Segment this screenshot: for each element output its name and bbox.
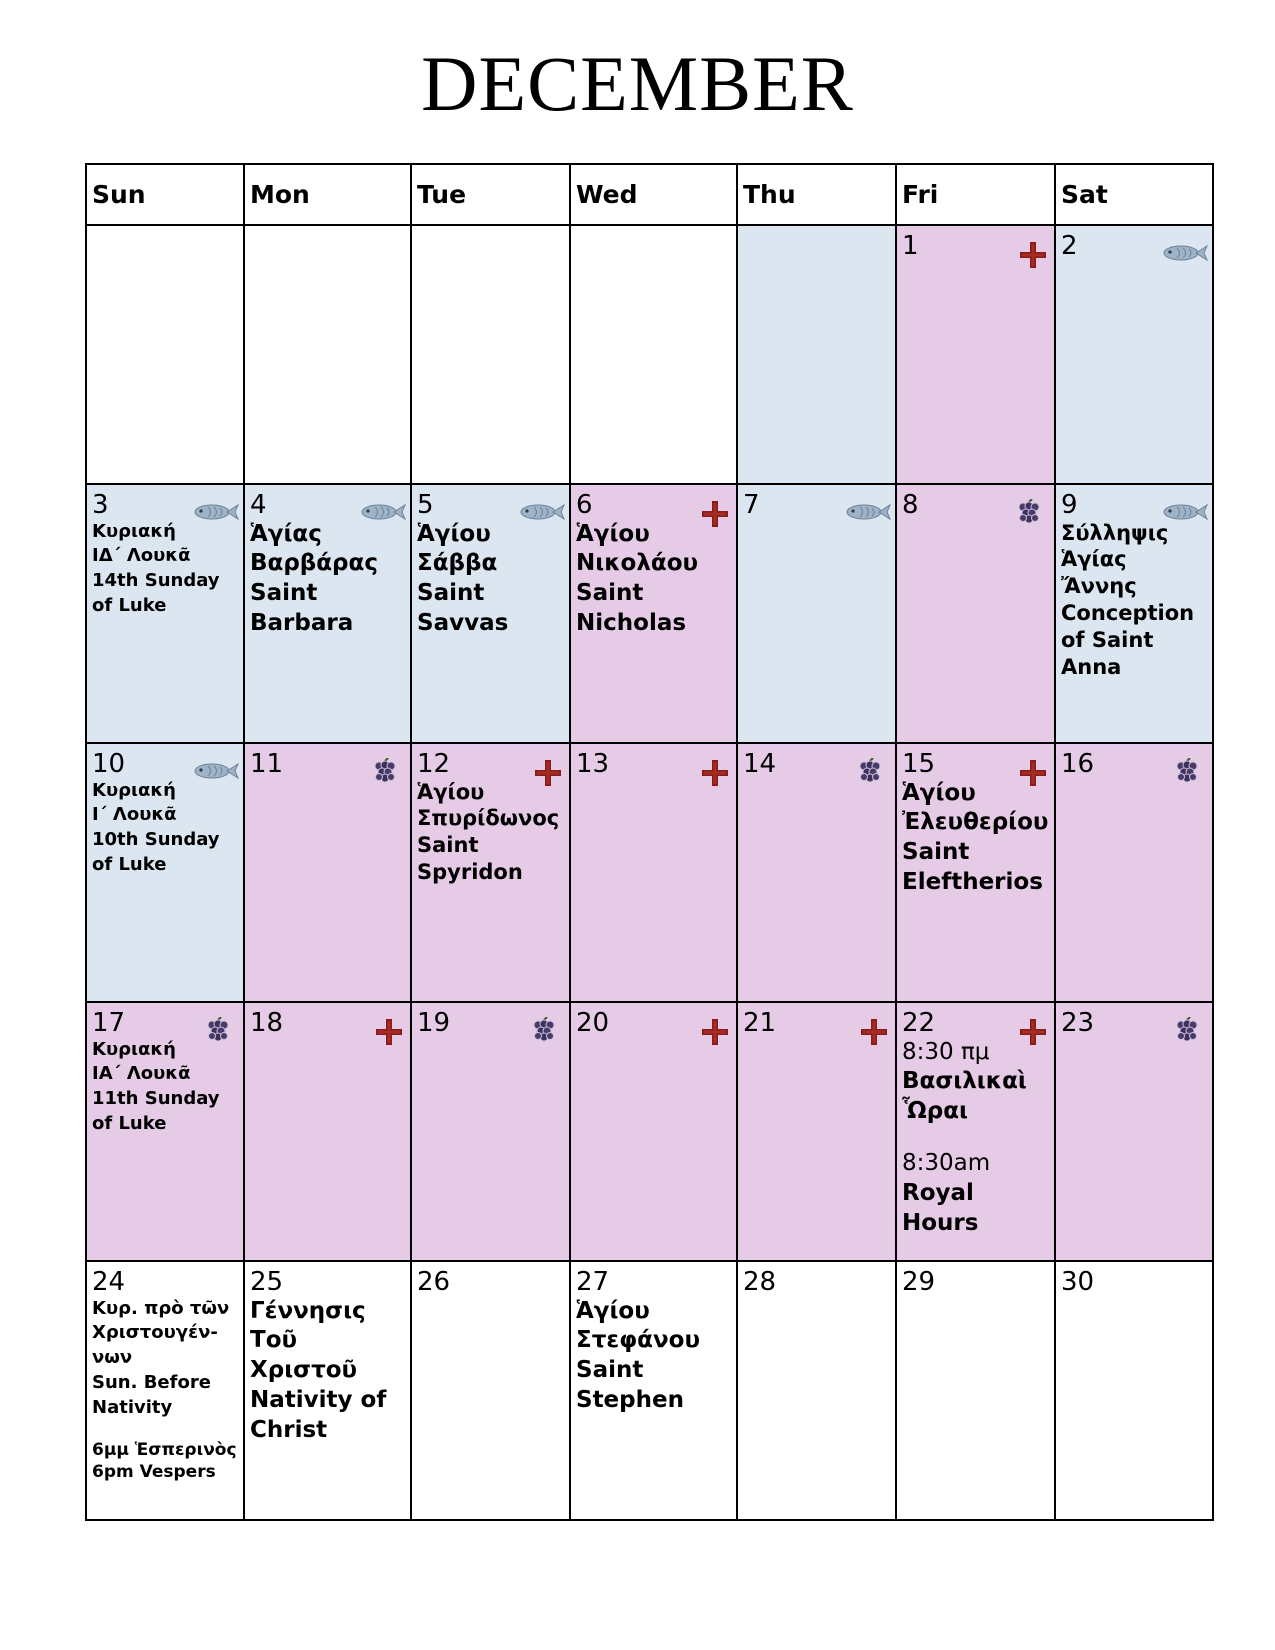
event-line: ΙΔ΄ Λουκᾶ: [92, 545, 191, 567]
day-event: [897, 779, 1054, 899]
weekday-thu: Thu: [737, 164, 896, 225]
day-number: 23: [1061, 1008, 1095, 1038]
event-line: Saint: [576, 580, 644, 607]
grapes-icon: [205, 1017, 231, 1045]
fish-icon: [1162, 502, 1208, 522]
day-cell-24[interactable]: [86, 1261, 244, 1520]
day-cell-23[interactable]: [1055, 1002, 1213, 1261]
day-number: 12: [417, 749, 451, 779]
event-line: Ὧραι: [902, 1098, 968, 1125]
day-cell-16[interactable]: [1055, 743, 1213, 1002]
day-cell-29[interactable]: [896, 1261, 1055, 1520]
week-row-5: [86, 1261, 1213, 1520]
event-line: 10th Sunday: [92, 829, 220, 851]
event-line: 6μμ Ἑσπερινὸς: [92, 1439, 237, 1460]
event-line: Νικολάου: [576, 550, 699, 577]
event-line: Βαρβάρας: [250, 550, 378, 577]
weekday-mon: Mon: [244, 164, 411, 225]
event-line: Ἁγίου: [576, 520, 650, 547]
day-event: [87, 779, 243, 878]
event-line: Eleftherios: [902, 869, 1043, 896]
event-line: Χριστουγέν-: [92, 1322, 218, 1344]
event-line: Saint: [902, 839, 970, 866]
day-event: [897, 1038, 1054, 1239]
week-row-2: [86, 484, 1213, 743]
event-line: Royal Hours: [902, 1180, 979, 1237]
event-line: 6pm Vespers: [92, 1461, 216, 1482]
cross-icon: [533, 758, 563, 788]
day-number: 24: [92, 1267, 126, 1297]
day-event: [87, 520, 243, 619]
day-number: 10: [92, 749, 126, 779]
cross-icon: [859, 1017, 889, 1047]
day-cell-20[interactable]: [570, 1002, 737, 1261]
event-line: Κυριακή: [92, 779, 176, 801]
day-event: [245, 1297, 410, 1446]
calendar-grid: [85, 163, 1214, 1521]
day-event: [87, 1038, 243, 1137]
fish-icon: [193, 502, 239, 522]
fish-icon: [1162, 243, 1208, 263]
day-cell-6[interactable]: [570, 484, 737, 743]
event-line: Στεφάνου: [576, 1327, 700, 1354]
week-row-1: [86, 225, 1213, 484]
week-row-4: [86, 1002, 1213, 1261]
event-line: Saint: [576, 1357, 644, 1384]
day-number: 25: [250, 1267, 284, 1297]
day-number: 9: [1061, 490, 1078, 520]
event-line: Ἁγίου: [576, 1297, 650, 1324]
event-line: Spyridon: [417, 860, 523, 885]
day-cell-13[interactable]: [570, 743, 737, 1002]
day-number: 8: [902, 490, 919, 520]
day-number: 22: [902, 1008, 936, 1038]
event-line: Χριστοῦ: [250, 1357, 358, 1384]
event-line: Barbara: [250, 610, 354, 637]
day-number: 7: [743, 490, 760, 520]
event-line: ΙΑ΄ Λουκᾶ: [92, 1063, 191, 1085]
event-line: of Saint: [1061, 628, 1154, 653]
day-event: [571, 1297, 736, 1417]
day-event: [87, 1297, 243, 1439]
day-number: 28: [743, 1267, 777, 1297]
day-number: 19: [417, 1008, 451, 1038]
event-line: of Luke: [92, 595, 167, 617]
weekday-sun: Sun: [86, 164, 244, 225]
event-line: Γέννησις Τοῦ: [250, 1297, 366, 1354]
day-cell-4[interactable]: [244, 484, 411, 743]
day-number: 30: [1061, 1267, 1095, 1297]
day-cell-7[interactable]: [737, 484, 896, 743]
day-cell-25[interactable]: [244, 1261, 411, 1520]
event-line: Σάββα: [417, 550, 498, 577]
day-number: 6: [576, 490, 593, 520]
weekday-wed: Wed: [570, 164, 737, 225]
weekday-fri: Fri: [896, 164, 1055, 225]
event-line: Κυρ. πρὸ τῶν: [92, 1297, 230, 1319]
event-line: Savvas: [417, 610, 509, 637]
day-cell-9[interactable]: [1055, 484, 1213, 743]
event-line: Nicholas: [576, 610, 687, 637]
day-cell-30[interactable]: [1055, 1261, 1213, 1520]
day-number: 27: [576, 1267, 610, 1297]
cross-icon: [1018, 1017, 1048, 1047]
grapes-icon: [531, 1017, 557, 1045]
day-cell-1[interactable]: [896, 225, 1055, 484]
grapes-icon: [1016, 499, 1042, 527]
day-cell-8[interactable]: [896, 484, 1055, 743]
day-event: [571, 520, 736, 640]
day-number: 29: [902, 1267, 936, 1297]
event-line: Nativity of: [250, 1387, 387, 1414]
cross-icon: [700, 499, 730, 529]
day-number: 4: [250, 490, 267, 520]
event-line: of Luke: [92, 854, 167, 876]
day-number: 3: [92, 490, 109, 520]
event-line: Σύλληψις: [1061, 520, 1169, 545]
day-number: 15: [902, 749, 936, 779]
event-line: 14th Sunday: [92, 570, 220, 592]
event-line: Ι΄ Λουκᾶ: [92, 804, 177, 826]
event-line: Sun. Before: [92, 1372, 211, 1394]
event-line: Ἁγίου: [902, 779, 976, 806]
day-cell-17[interactable]: [86, 1002, 244, 1261]
day-event: [412, 779, 569, 887]
fish-icon: [519, 502, 565, 522]
event-line: Σπυρίδωνος: [417, 806, 560, 831]
event-line: Anna: [1061, 654, 1122, 679]
event-line: Βασιλικαὶ: [902, 1068, 1027, 1095]
day-cell-18[interactable]: [244, 1002, 411, 1261]
day-cell-22[interactable]: [896, 1002, 1055, 1261]
day-cell-3[interactable]: [86, 484, 244, 743]
day-cell-26[interactable]: [411, 1261, 570, 1520]
day-cell-2[interactable]: [1055, 225, 1213, 484]
empty-day-cell: [244, 225, 411, 484]
grapes-icon: [1174, 1017, 1200, 1045]
event-line: Nativity: [92, 1396, 173, 1418]
day-number: 14: [743, 749, 777, 779]
event-line: Stephen: [576, 1387, 684, 1414]
day-cell-14[interactable]: [737, 743, 896, 1002]
event-time: 8:30am: [902, 1150, 991, 1177]
weekday-sat: Sat: [1055, 164, 1213, 225]
event-line: Κυριακή: [92, 1038, 176, 1060]
day-cell-27[interactable]: [570, 1261, 737, 1520]
day-number: 11: [250, 749, 284, 779]
day-event-service: [87, 1439, 243, 1483]
weekday-header-row: [86, 164, 1213, 225]
grapes-icon: [857, 758, 883, 786]
day-cell-15[interactable]: [896, 743, 1055, 1002]
day-number: 16: [1061, 749, 1095, 779]
empty-day-cell: [737, 225, 896, 484]
day-cell-10[interactable]: [86, 743, 244, 1002]
fish-icon: [193, 761, 239, 781]
cross-icon: [1018, 758, 1048, 788]
event-line: Saint: [417, 833, 479, 858]
event-line: Ἁγίου: [417, 520, 491, 547]
day-event: [412, 520, 569, 640]
day-cell-5[interactable]: [411, 484, 570, 743]
empty-day-cell: [411, 225, 570, 484]
day-number: 21: [743, 1008, 777, 1038]
event-line: Ἐλευθερίου: [902, 809, 1049, 836]
fish-icon: [845, 502, 891, 522]
weekday-tue: Tue: [411, 164, 570, 225]
day-number: 13: [576, 749, 610, 779]
event-line: νων: [92, 1347, 133, 1369]
event-line: Christ: [250, 1417, 328, 1444]
day-cell-21[interactable]: [737, 1002, 896, 1261]
day-cell-11[interactable]: [244, 743, 411, 1002]
cross-icon: [700, 1017, 730, 1047]
empty-day-cell: [570, 225, 737, 484]
grapes-icon: [1174, 758, 1200, 786]
cross-icon: [700, 758, 730, 788]
day-event: [245, 520, 410, 640]
page-title: DECEMBER: [421, 40, 854, 127]
event-line: Saint: [417, 580, 485, 607]
fish-icon: [360, 502, 406, 522]
event-line: Ἁγίας: [250, 520, 322, 547]
day-number: 17: [92, 1008, 126, 1038]
event-line: 11th Sunday: [92, 1088, 220, 1110]
week-row-3: [86, 743, 1213, 1002]
day-cell-19[interactable]: [411, 1002, 570, 1261]
event-line: Conception: [1061, 601, 1195, 626]
event-line: Saint: [250, 580, 318, 607]
day-number: 20: [576, 1008, 610, 1038]
day-number: 2: [1061, 231, 1078, 261]
event-time: 8:30 πμ: [902, 1038, 990, 1065]
day-number: 1: [902, 231, 919, 261]
day-number: 5: [417, 490, 434, 520]
day-number: 26: [417, 1267, 451, 1297]
cross-icon: [1018, 240, 1048, 270]
day-cell-28[interactable]: [737, 1261, 896, 1520]
event-line: Κυριακή: [92, 520, 176, 542]
empty-day-cell: [86, 225, 244, 484]
day-number: 18: [250, 1008, 284, 1038]
event-line: Ἁγίου: [417, 779, 485, 804]
grapes-icon: [372, 758, 398, 786]
day-cell-12[interactable]: [411, 743, 570, 1002]
event-line: Ἁγίας Ἄννης: [1061, 547, 1137, 599]
cross-icon: [374, 1017, 404, 1047]
day-event: [1056, 520, 1212, 681]
event-line: of Luke: [92, 1113, 167, 1135]
